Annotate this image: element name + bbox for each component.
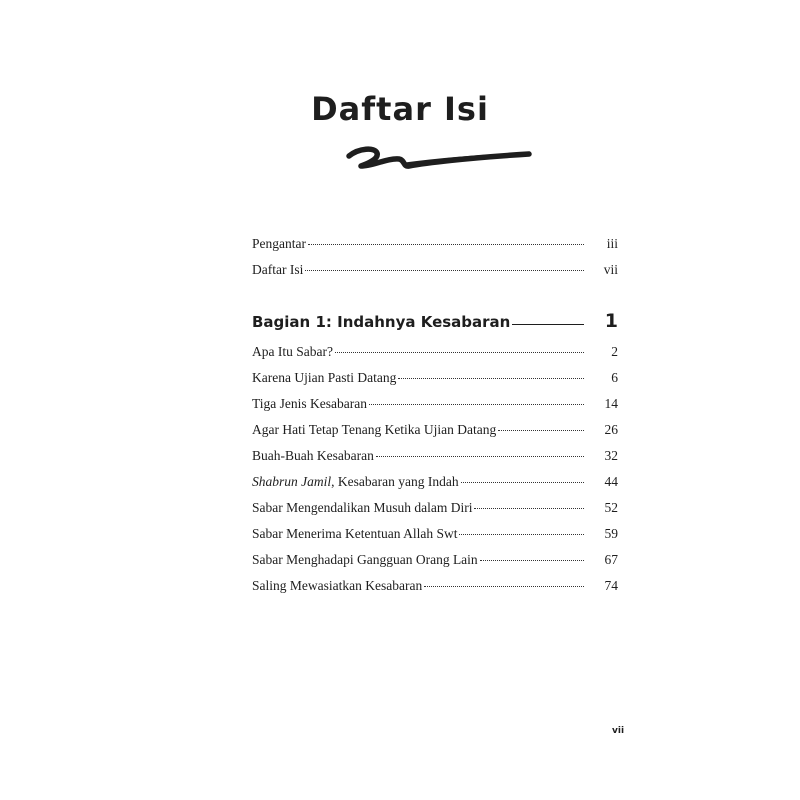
dot-leader	[459, 534, 584, 535]
toc-entry-label-italic: Shabrun Jamil	[252, 474, 332, 489]
dot-leader	[376, 456, 584, 457]
toc-entry-label: Agar Hati Tetap Tenang Ketika Ujian Datang	[252, 422, 497, 437]
toc-entry-page: 6	[611, 370, 618, 385]
toc-entry-page: 2	[611, 344, 618, 359]
toc-entry-page: 59	[604, 526, 618, 541]
toc-entry-label: Sabar Menerima Ketentuan Allah Swt	[252, 526, 458, 541]
dot-leader	[424, 586, 584, 587]
toc-entry[interactable]	[252, 396, 618, 422]
toc-entry-page: 44	[604, 474, 618, 489]
toc-entry-page: 14	[604, 396, 618, 411]
toc-entry-page: 74	[604, 578, 618, 593]
toc-entry-label: Buah-Buah Kesabaran	[252, 448, 374, 463]
toc-entry[interactable]	[252, 344, 618, 370]
dot-leader	[498, 430, 584, 431]
toc-entry[interactable]	[252, 474, 618, 500]
dot-leader	[335, 352, 584, 353]
table-of-contents	[252, 236, 618, 604]
toc-entry-page: 32	[604, 448, 618, 463]
toc-entry-page: 67	[604, 552, 618, 567]
toc-entry[interactable]	[252, 370, 618, 396]
dot-leader	[369, 404, 584, 405]
toc-entry[interactable]	[252, 552, 618, 578]
toc-entry-label: Pengantar	[252, 236, 306, 251]
toc-entry[interactable]	[252, 526, 618, 552]
dot-leader	[474, 508, 584, 509]
toc-entry-page: 26	[604, 422, 618, 437]
toc-entry[interactable]	[252, 500, 618, 526]
dot-leader	[480, 560, 584, 561]
toc-entry-label: Apa Itu Sabar?	[252, 344, 333, 359]
toc-entry-label-rest: , Kesabaran yang Indah	[331, 474, 459, 489]
toc-entry[interactable]	[252, 422, 618, 448]
toc-part-page: 1	[604, 310, 618, 332]
solid-leader	[512, 324, 584, 325]
dot-leader	[305, 270, 584, 271]
toc-entry-label: Daftar Isi	[252, 262, 304, 277]
toc-entry-pengantar[interactable]	[252, 236, 618, 262]
dot-leader	[461, 482, 584, 483]
toc-part-label: Bagian 1: Indahnya Kesabaran	[252, 313, 511, 331]
dot-leader	[308, 244, 584, 245]
toc-entry-label: Tiga Jenis Kesabaran	[252, 396, 367, 411]
toc-entry-label: Karena Ujian Pasti Datang	[252, 370, 397, 385]
dot-leader	[398, 378, 584, 379]
toc-entry[interactable]	[252, 578, 618, 604]
toc-entry-label: Saling Mewasiatkan Kesabaran	[252, 578, 423, 593]
toc-entry[interactable]	[252, 448, 618, 474]
toc-entry-label: Sabar Mengendalikan Musuh dalam Diri	[252, 500, 473, 515]
toc-entry-label	[252, 474, 459, 490]
page-number: vii	[612, 726, 625, 736]
toc-entry-page: iii	[606, 236, 618, 251]
brush-stroke-decoration	[345, 140, 535, 180]
toc-entry-daftar-isi[interactable]	[252, 262, 618, 288]
page-title: Daftar Isi	[311, 90, 489, 128]
toc-entry-label: Sabar Menghadapi Gangguan Orang Lain	[252, 552, 478, 567]
toc-entry-page: vii	[603, 262, 618, 277]
toc-entry-page: 52	[604, 500, 618, 515]
toc-part-heading[interactable]	[252, 310, 618, 344]
